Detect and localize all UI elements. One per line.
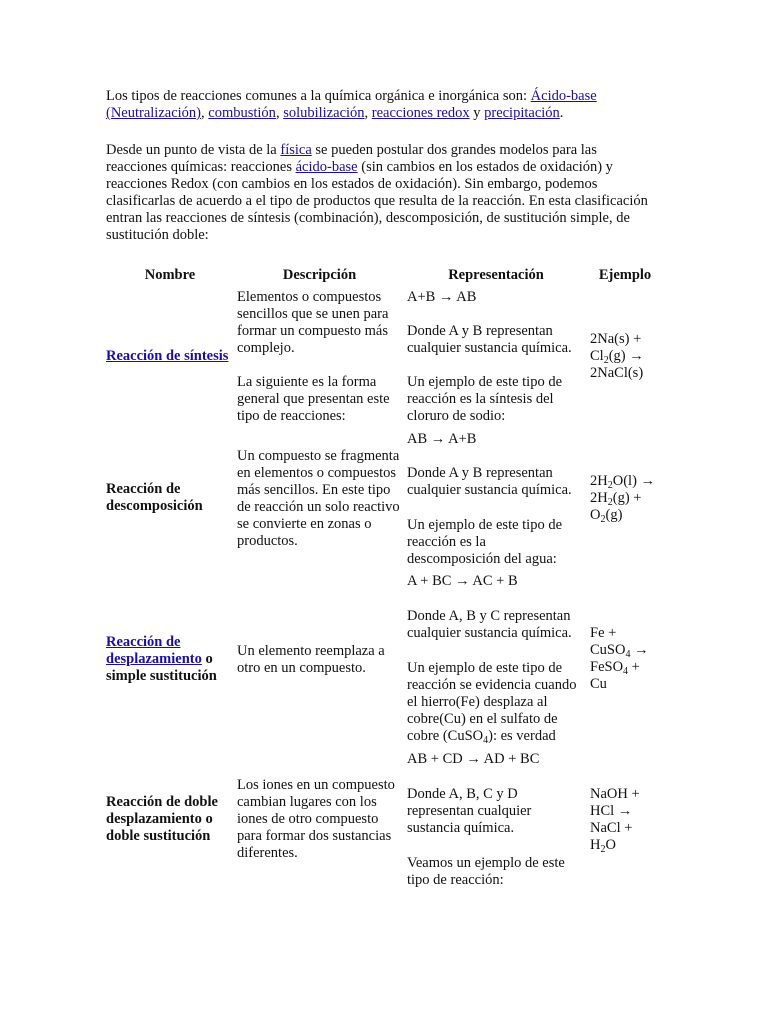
row4-example-line4: [590, 837, 670, 854]
separator: ,: [201, 105, 209, 121]
row4-example: [590, 786, 670, 854]
text: (g): [605, 507, 623, 523]
separator: ,: [364, 105, 372, 121]
row4-example-line2: HCl →: [590, 803, 633, 819]
para2-text-1: Desde un punto de vista de la: [106, 142, 281, 158]
row4-representation-example: Veamos un ejemplo de este tipo de reacción:: [407, 855, 565, 888]
row3-name: [106, 634, 236, 685]
separator: .: [559, 105, 564, 121]
row1-formula: A+B → AB: [407, 289, 477, 305]
row3-representation-note: Donde A, B y C representan cualquier sustancia química.: [407, 608, 572, 641]
header-descripcion: Descripción: [282, 267, 357, 283]
text: ): es verdad: [488, 728, 556, 744]
row4-description: Los iones en un compuesto cambian lugares con los iones de otro compuesto para formar dos sustancias diferentes.: [237, 777, 395, 861]
subscript: 4: [625, 649, 631, 660]
header-representacion: Representación: [448, 267, 544, 283]
link-precipitacion[interactable]: precipitación: [484, 105, 560, 121]
row2-example: [590, 473, 670, 524]
para2-text-2: se pueden postular dos grandes modelos para las reacciones químicas: reacciones: [106, 142, 597, 175]
text: O(l) →: [612, 473, 656, 489]
row1-name-link[interactable]: Reacción de síntesis: [106, 348, 229, 364]
row1-example: [590, 331, 670, 382]
row4-formula: AB + CD → AD + BC: [407, 751, 540, 767]
row2-formula: AB → A+B: [407, 431, 477, 447]
row3-example-line2: [590, 642, 670, 659]
row3-name-link[interactable]: Reacción de desplazamiento: [106, 634, 202, 667]
header-nombre: Nombre: [144, 267, 196, 283]
row3-description: Un elemento reemplaza a otro en un compuesto.: [237, 643, 385, 676]
text: FeSO: [590, 659, 624, 675]
classification-paragraph: [106, 142, 658, 244]
row4-example-line1: NaOH +: [590, 786, 640, 802]
subscript: 2: [607, 480, 613, 491]
link-combustion[interactable]: combustión: [208, 105, 276, 121]
subscript: 2: [600, 844, 606, 855]
separator: ,: [275, 105, 284, 121]
link-reacciones-redox[interactable]: reacciones redox: [371, 105, 470, 121]
separator: y: [469, 105, 485, 121]
subscript: 2: [603, 355, 609, 366]
row3-example: [590, 625, 670, 693]
text: (g) +: [612, 490, 642, 506]
text: (g) →: [608, 348, 644, 364]
row3-example-line4: Cu: [590, 676, 607, 692]
text: H: [590, 837, 601, 853]
text: Un ejemplo de este tipo de reacción se evidencia cuando el hierro(Fe) desplaza al cobre(Cu) en el sulfato de cobre (CuSO: [407, 660, 577, 744]
row3-representation-example: [407, 660, 587, 745]
text: O: [605, 837, 616, 853]
para2-text-3: (sin cambios en los estados de oxidación) y reacciones Redox (con cambios en los estados de oxidación). Sin embargo, podemos clasificarlas de acuerdo a el tipo de productos que resulta de la reacción. En esta clasificación entran las reacciones de síntesis (combinación), descomposición, de sustitución simple, de sustitución doble:: [106, 159, 648, 243]
intro-paragraph: [106, 88, 658, 122]
row2-example-line1: [590, 473, 670, 490]
row3-example-line3: [590, 659, 670, 676]
row3-example-line1: Fe +: [590, 625, 617, 641]
text: Cl: [590, 348, 604, 364]
row4-representation-note: Donde A, B, C y D representan cualquier sustancia química.: [407, 786, 532, 836]
row1-description-2: La siguiente es la forma general que presentan este tipo de reacciones:: [237, 374, 390, 424]
text: O: [590, 507, 601, 523]
subscript: 2: [607, 497, 613, 508]
link-acido-base[interactable]: Ácido-base (Neutralización): [106, 88, 597, 121]
row1-example-line1: 2Na(s) +: [590, 331, 642, 347]
subscript: 4: [483, 735, 489, 746]
text: →: [630, 642, 649, 658]
row2-name: Reacción de descomposición: [106, 481, 203, 514]
subscript: 2: [600, 514, 606, 525]
row1-representation-example: Un ejemplo de este tipo de reacción es la síntesis del cloruro de sodio:: [407, 374, 563, 424]
row2-example-line3: [590, 507, 670, 524]
text: 2H: [590, 490, 608, 506]
subscript: 4: [623, 666, 629, 677]
row2-representation-example: Un ejemplo de este tipo de reacción es la descomposición del agua:: [407, 517, 563, 567]
text: o: [201, 651, 213, 667]
row2-representation-note: Donde A y B representan cualquier sustancia química.: [407, 465, 572, 498]
row1-representation-note: Donde A y B representan cualquier sustancia química.: [407, 323, 572, 356]
link-fisica[interactable]: física: [280, 142, 312, 158]
row1-description-1: Elementos o compuestos sencillos que se unen para formar un compuesto más complejo.: [237, 289, 389, 356]
row3-formula: A + BC → AC + B: [407, 573, 518, 589]
row2-description: Un compuesto se fragmenta en elementos o compuestos más sencillos. En este tipo de reacción un solo reactivo se convierte en zonas o productos.: [237, 448, 400, 549]
text: 2H: [590, 473, 608, 489]
row1-example-line2: [590, 348, 670, 365]
link-acido-base-2[interactable]: ácido-base: [295, 159, 358, 175]
intro-lead-text: Los tipos de reacciones comunes a la química orgánica e inorgánica son:: [106, 88, 531, 104]
row2-example-line2: [590, 490, 670, 507]
text: +: [628, 659, 640, 675]
row1-example-line3: 2NaCl(s): [590, 365, 644, 381]
text: CuSO: [590, 642, 626, 658]
header-ejemplo: Ejemplo: [598, 267, 652, 283]
row4-name: Reacción de doble desplazamiento o doble sustitución: [106, 794, 218, 844]
text: simple sustitución: [106, 668, 217, 684]
row4-example-line3: NaCl +: [590, 820, 633, 836]
link-solubilizacion[interactable]: solubilización: [283, 105, 365, 121]
